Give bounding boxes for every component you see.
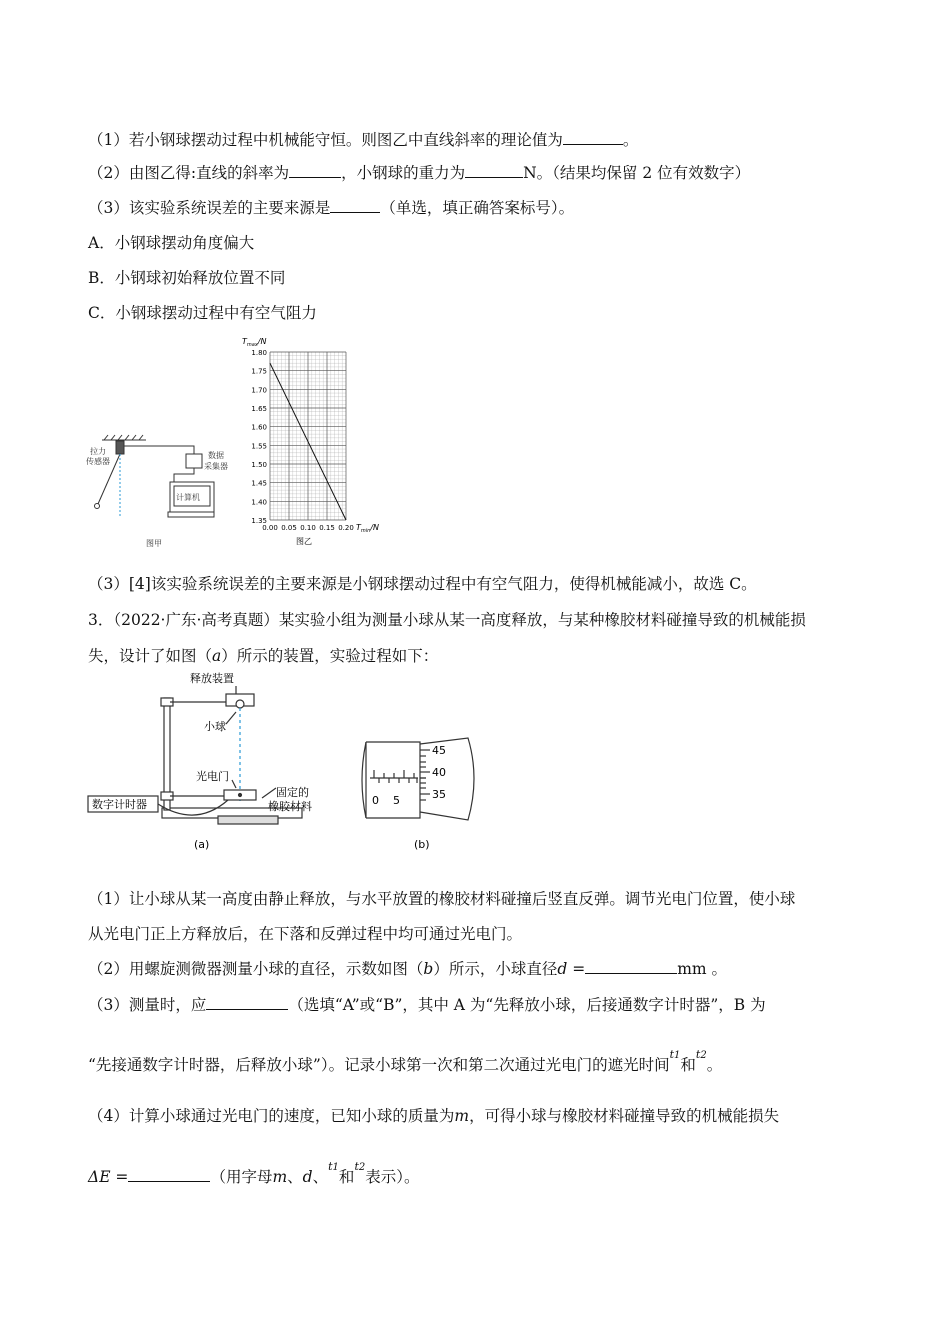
- svg-text:数据: 数据: [208, 451, 224, 460]
- q3-heading-cont: 失，设计了如图（a）所示的装置，实验过程如下：: [88, 647, 439, 665]
- sleeve-ticks: [374, 770, 417, 783]
- data-collector-box: [186, 454, 202, 468]
- computer-base: [168, 512, 214, 517]
- svg-text:(b): (b): [414, 838, 430, 851]
- chart-y-ticks: [251, 349, 267, 525]
- q3-part4-formula: ΔE = （用字母m、d、$^{t1}$和$^{t2}$表示）。: [88, 1160, 420, 1186]
- force-sensor: [116, 441, 124, 454]
- y-tick-label: 1.40: [251, 498, 267, 507]
- option-c: C．小钢球摆动过程中有空气阻力: [88, 304, 317, 322]
- chart-x-ticks: [262, 524, 354, 532]
- x-tick-label: 0.05: [281, 524, 297, 532]
- svg-text:拉力: 拉力: [90, 447, 106, 456]
- svg-text:0: 0: [372, 794, 379, 807]
- x-tick-label: 0.00: [262, 524, 278, 532]
- ceiling-hatch: [104, 435, 143, 440]
- diameter-blank[interactable]: [585, 958, 677, 974]
- y-tick-label: 1.60: [251, 423, 267, 432]
- rubber-material: [218, 816, 278, 824]
- y-tick-label: 1.80: [251, 349, 267, 357]
- x-tick-label: 0.15: [319, 524, 335, 532]
- y-tick-label: 1.45: [251, 479, 267, 488]
- y-tick-label: 1.70: [251, 386, 267, 395]
- svg-text:光电门: 光电门: [196, 770, 229, 783]
- svg-text:橡胶材料: 橡胶材料: [268, 800, 312, 813]
- y-tick-label: 1.65: [251, 405, 267, 413]
- svg-text:固定的: 固定的: [276, 786, 309, 799]
- wire-2: [174, 468, 194, 482]
- q3-part2: （2）用螺旋测微器测量小球的直径，示数如图（b）所示，小球直径d = mm 。: [88, 960, 728, 978]
- ball: [236, 700, 244, 708]
- svg-text:40: 40: [432, 766, 446, 779]
- svg-text:计算机: 计算机: [176, 493, 200, 502]
- figure-jia: [84, 430, 244, 550]
- q3-part3-cont: “先接通数字计时器，后释放小球”）。记录小球第一次和第二次通过光电门的遮光时间$^{t1}$和$^{t2}$。: [88, 1048, 723, 1074]
- y-tick-label: 1.35: [251, 517, 267, 525]
- q3-part3: （3）测量时，应 （选填“A”或“B”，其中 A 为“先释放小球，后接通数字计时器”，B 为: [88, 996, 766, 1014]
- x-tick-label: 0.10: [300, 524, 316, 532]
- svg-text:35: 35: [432, 788, 446, 801]
- figure-yi-caption: 图乙: [296, 537, 312, 546]
- svg-text:采集器: 采集器: [204, 462, 228, 471]
- answer-blank[interactable]: [563, 129, 623, 145]
- q3-part4: （4）计算小球通过光电门的速度，已知小球的质量为m，可得小球与橡胶材料碰撞导致的机械能损失: [88, 1107, 780, 1125]
- q2-part1: （1）若小钢球摆动过程中机械能守恒。则图乙中直线斜率的理论值为 。: [88, 131, 639, 149]
- svg-text:小球: 小球: [204, 720, 226, 733]
- energy-loss-blank[interactable]: [128, 1166, 210, 1182]
- steel-ball: [95, 504, 100, 509]
- svg-text:图甲: 图甲: [146, 539, 162, 548]
- q3-heading: 3．（2022·广东·高考真题）某实验小组为测量小球从某一高度释放，与某种橡胶材料碰撞导致的机械能损: [88, 611, 806, 629]
- q2-part3: （3）该实验系统误差的主要来源是 （单选，填正确答案标号）。: [88, 199, 575, 217]
- q3-part1: （1）让小球从某一高度由静止释放，与水平放置的橡胶材料碰撞后竖直反弹。调节光电门位置，使小球: [88, 890, 796, 908]
- slope-blank[interactable]: [289, 162, 341, 178]
- q2-part2: （2）由图乙得:直线的斜率为 ，小钢球的重力为 N。（结果均保留 2 位有效数字）: [88, 164, 751, 182]
- q3-part1-cont: 从光电门正上方释放后，在下落和反弹过程中均可通过光电门。: [88, 925, 523, 943]
- gravity-blank[interactable]: [465, 162, 523, 178]
- svg-text:释放装置: 释放装置: [190, 672, 234, 685]
- svg-text:数字计时器: 数字计时器: [92, 798, 147, 811]
- y-tick-label: 1.75: [251, 367, 267, 376]
- figure-b-micrometer: [356, 730, 486, 854]
- figure-yi-chart: [238, 334, 388, 548]
- wire-1: [124, 446, 194, 454]
- option-b: B．小钢球初始释放位置不同: [88, 269, 286, 287]
- q2-answer: （3）[4]该实验系统误差的主要来源是小钢球摆动过程中有空气阻力，使得机械能减小，故选 C。: [88, 575, 757, 593]
- svg-text:(a): (a): [194, 838, 210, 851]
- svg-text:5: 5: [393, 794, 400, 807]
- thimble-ticks: [420, 750, 430, 800]
- svg-text:45: 45: [432, 744, 446, 757]
- y-tick-label: 1.50: [251, 461, 267, 469]
- ab-choice-blank[interactable]: [206, 994, 288, 1010]
- x-axis-label: $T_{min}/N$: [356, 523, 380, 534]
- choice-blank[interactable]: [330, 197, 380, 213]
- svg-text:传感器: 传感器: [86, 457, 110, 466]
- x-tick-label: 0.20: [338, 524, 354, 532]
- option-a: A．小钢球摆动角度偏大: [88, 234, 255, 252]
- figure-a-apparatus: [86, 668, 326, 854]
- y-axis-label: $T_{max}/N$: [242, 337, 267, 348]
- y-tick-label: 1.55: [251, 442, 267, 451]
